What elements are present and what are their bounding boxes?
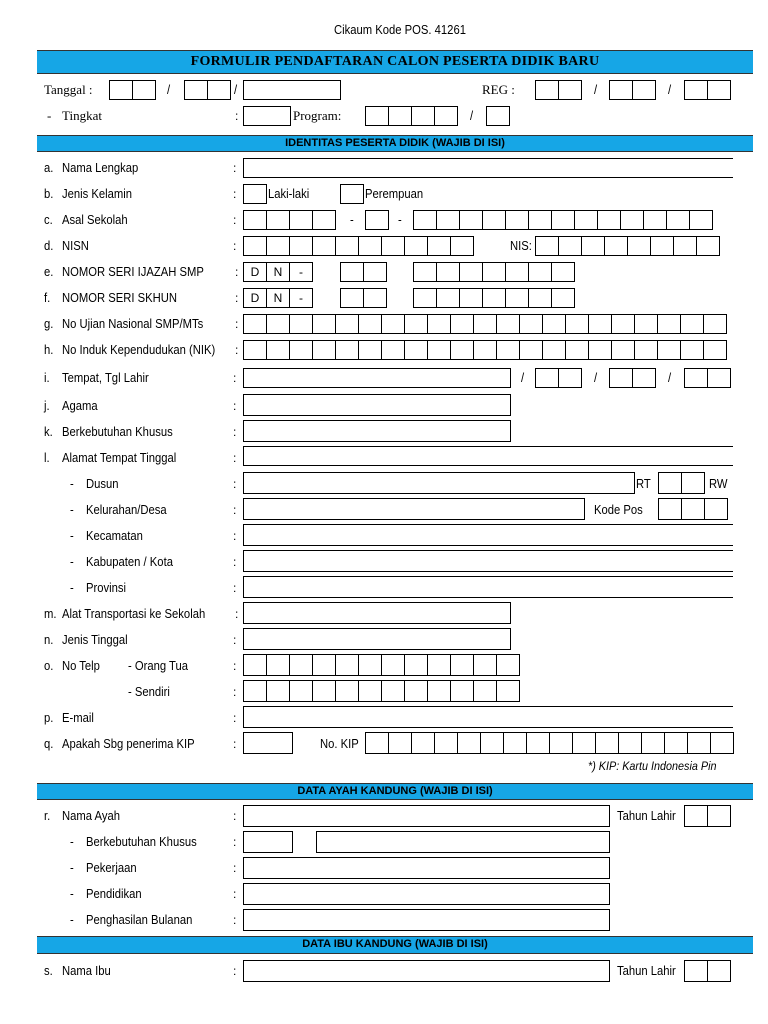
slash: /: [668, 371, 672, 385]
program-label: Program:: [293, 108, 342, 123]
dash: -: [70, 835, 74, 849]
field-key: d.: [44, 239, 54, 253]
colon: :: [233, 451, 237, 465]
school-address: Cikaum Kode POS. 41261: [334, 23, 466, 37]
field-key: q.: [44, 737, 54, 751]
berkebutuhan-input[interactable]: [243, 420, 511, 442]
field-key: p.: [44, 711, 54, 725]
jenis-tinggal-label: Jenis Tinggal: [62, 633, 128, 647]
colon: :: [233, 581, 237, 595]
program-input[interactable]: [365, 106, 458, 126]
laki-laki-label: Laki-laki: [268, 187, 310, 201]
field-key: b.: [44, 187, 54, 201]
slash: /: [521, 371, 525, 385]
colon: :: [233, 187, 237, 201]
colon: :: [233, 711, 237, 725]
colon: :: [233, 555, 237, 569]
colon: :: [235, 317, 239, 331]
nama-lengkap-label: Nama Lengkap: [62, 161, 139, 175]
dash: -: [70, 555, 74, 569]
slash: /: [167, 83, 171, 97]
field-key: h.: [44, 343, 54, 357]
email-input[interactable]: [243, 706, 733, 728]
field-key: s.: [44, 964, 53, 978]
ijazah-part2[interactable]: [340, 262, 387, 282]
section-ibu-title: DATA IBU KANDUNG (WAJIB DI ISI): [302, 938, 488, 950]
colon: :: [235, 607, 239, 621]
no-telp-label: No Telp: [62, 659, 100, 673]
field-key: j.: [44, 399, 50, 413]
nik-input[interactable]: [243, 340, 727, 360]
ayah-penghasilan-input[interactable]: [243, 909, 610, 931]
skhun-label: NOMOR SERI SKHUN: [62, 291, 178, 305]
ayah-pekerjaan-input[interactable]: [243, 857, 610, 879]
colon: :: [235, 343, 239, 357]
skhun-prefix[interactable]: [243, 288, 313, 308]
form-title-band: [37, 50, 753, 74]
tingkat-input[interactable]: [243, 106, 291, 126]
dash: -: [70, 887, 74, 901]
asal-sekolah-part2[interactable]: [365, 210, 389, 230]
dash: -: [47, 108, 52, 123]
telp-ortu-input[interactable]: [243, 654, 520, 674]
colon: :: [233, 659, 237, 673]
section-identitas: [37, 135, 753, 152]
ayah-khusus-detail[interactable]: [316, 831, 610, 853]
field-key: f.: [44, 291, 51, 305]
jenis-kelamin-label: Jenis Kelamin: [62, 187, 133, 201]
section-ayah-title: DATA AYAH KANDUNG (WAJIB DI ISI): [297, 785, 493, 797]
nisn-label: NISN: [62, 239, 89, 253]
dash: -: [70, 529, 74, 543]
alamat-input[interactable]: [243, 446, 733, 466]
dusun-input[interactable]: [243, 472, 635, 494]
asal-sekolah-part1[interactable]: [243, 210, 336, 230]
colon: :: [233, 685, 237, 699]
nik-label: No Induk Kependudukan (NIK): [62, 343, 216, 357]
rt-label: RT: [636, 477, 651, 491]
field-key: a.: [44, 161, 54, 175]
field-key: e.: [44, 265, 54, 279]
tgl-lahir-day[interactable]: [535, 368, 582, 388]
laki-laki-checkbox[interactable]: [243, 184, 267, 204]
kecamatan-label: Kecamatan: [86, 529, 143, 543]
kip-label: Apakah Sbg penerima KIP: [62, 737, 195, 751]
reg-box-2[interactable]: [609, 80, 656, 100]
colon: :: [233, 503, 237, 517]
field-key: r.: [44, 809, 51, 823]
section-ibu: [37, 936, 753, 954]
agama-input[interactable]: [243, 394, 511, 416]
ayah-khusus-answer[interactable]: [243, 831, 293, 853]
tgl-lahir-year[interactable]: [684, 368, 731, 388]
colon: :: [233, 913, 237, 927]
colon: :: [233, 425, 237, 439]
field-key: o.: [44, 659, 54, 673]
form-title: FORMULIR PENDAFTARAN CALON PESERTA DIDIK BARU: [190, 54, 600, 69]
nama-lengkap-input[interactable]: [243, 158, 733, 178]
ayah-khusus-label: Berkebutuhan Khusus: [86, 835, 197, 849]
rw-label: RW: [709, 477, 728, 491]
kip-footnote: *) KIP: Kartu Indonesia Pin: [588, 759, 717, 773]
tahun-lahir-ayah-label: Tahun Lahir: [617, 809, 676, 823]
provinsi-input[interactable]: [243, 576, 733, 598]
ttl-label: Tempat, Tgl Lahir: [62, 371, 149, 385]
kelurahan-input[interactable]: [243, 498, 585, 520]
nis-input[interactable]: [535, 236, 720, 256]
field-key: g.: [44, 317, 54, 331]
dash: -: [70, 913, 74, 927]
reg-box-3[interactable]: [684, 80, 731, 100]
slash: /: [470, 109, 474, 123]
field-key: n.: [44, 633, 54, 647]
slash: /: [594, 83, 598, 97]
tanggal-label: Tanggal :: [44, 82, 93, 97]
colon: :: [233, 239, 237, 253]
no-kip-label: No. KIP: [320, 737, 359, 751]
no-ujian-input[interactable]: [243, 314, 727, 334]
slash: /: [234, 83, 238, 97]
ayah-pendidikan-label: Pendidikan: [86, 887, 142, 901]
agama-label: Agama: [62, 399, 98, 413]
field-key: i.: [44, 371, 50, 385]
tempat-lahir-input[interactable]: [243, 368, 511, 388]
colon: :: [233, 161, 237, 175]
colon: :: [233, 887, 237, 901]
tgl-lahir-month[interactable]: [609, 368, 656, 388]
section-identitas-title: IDENTITAS PESERTA DIDIK (WAJIB DI ISI): [285, 137, 505, 149]
slash: /: [594, 371, 598, 385]
nama-ayah-label: Nama Ayah: [62, 809, 120, 823]
telp-ortu-label: - Orang Tua: [128, 659, 189, 673]
tanggal-month[interactable]: [184, 80, 231, 100]
kodepos-input[interactable]: [658, 498, 728, 518]
telp-sendiri-input[interactable]: [243, 680, 520, 700]
ayah-penghasilan-label: Penghasilan Bulanan: [86, 913, 193, 927]
ijazah-part3[interactable]: [413, 262, 575, 282]
dash-cell: -: [289, 288, 313, 308]
field-key: k.: [44, 425, 53, 439]
slash: /: [668, 83, 672, 97]
tahun-lahir-ibu-input[interactable]: [684, 960, 731, 980]
asal-sekolah-label: Asal Sekolah: [62, 213, 128, 227]
skhun-part2[interactable]: [340, 288, 387, 308]
ijazah-prefix[interactable]: [243, 262, 313, 282]
reg-label: REG :: [482, 82, 515, 97]
perempuan-checkbox[interactable]: [340, 184, 364, 204]
colon: :: [233, 477, 237, 491]
kabupaten-input[interactable]: [243, 550, 733, 572]
colon: :: [233, 737, 237, 751]
rt-input[interactable]: [658, 472, 705, 492]
colon: :: [235, 109, 239, 123]
ijazah-label: NOMOR SERI IJAZAH SMP: [62, 265, 204, 279]
transportasi-input[interactable]: [243, 602, 511, 624]
nama-ibu-label: Nama Ibu: [62, 964, 111, 978]
colon: :: [233, 633, 237, 647]
letter-d: D: [243, 262, 267, 282]
colon: :: [233, 399, 237, 413]
colon: :: [233, 861, 237, 875]
kodepos-label: Kode Pos: [594, 503, 643, 517]
no-kip-input[interactable]: [365, 732, 734, 752]
field-key: l.: [44, 451, 50, 465]
perempuan-label: Perempuan: [365, 187, 424, 201]
nisn-input[interactable]: [243, 236, 474, 256]
nama-ayah-input[interactable]: [243, 805, 610, 827]
section-ayah: [37, 783, 753, 800]
no-ujian-label: No Ujian Nasional SMP/MTs: [62, 317, 204, 331]
berkebutuhan-label: Berkebutuhan Khusus: [62, 425, 173, 439]
colon: :: [233, 213, 237, 227]
reg-box-1[interactable]: [535, 80, 582, 100]
nama-ibu-input[interactable]: [243, 960, 610, 982]
letter-d: D: [243, 288, 267, 308]
colon: :: [235, 291, 239, 305]
email-label: E-mail: [62, 711, 94, 725]
letter-n: N: [266, 288, 290, 308]
program-input-2[interactable]: [486, 106, 510, 126]
kip-answer-input[interactable]: [243, 732, 293, 754]
tanggal-day[interactable]: [109, 80, 156, 100]
kecamatan-input[interactable]: [243, 524, 733, 546]
dusun-label: Dusun: [86, 477, 119, 491]
telp-sendiri-label: - Sendiri: [128, 685, 170, 699]
kelurahan-label: Kelurahan/Desa: [86, 503, 167, 517]
tahun-lahir-ayah-input[interactable]: [684, 805, 731, 825]
colon: :: [233, 809, 237, 823]
tingkat-label: Tingkat: [62, 108, 102, 123]
colon: :: [233, 371, 237, 385]
dash: -: [350, 213, 354, 227]
colon: :: [233, 835, 237, 849]
kabupaten-label: Kabupaten / Kota: [86, 555, 173, 569]
ayah-pendidikan-input[interactable]: [243, 883, 610, 905]
asal-sekolah-part3[interactable]: [413, 210, 713, 230]
colon: :: [233, 964, 237, 978]
jenis-tinggal-input[interactable]: [243, 628, 511, 650]
tahun-lahir-ibu-label: Tahun Lahir: [617, 964, 676, 978]
dash-cell: -: [289, 262, 313, 282]
ayah-pekerjaan-label: Pekerjaan: [86, 861, 137, 875]
dash: -: [70, 477, 74, 491]
tanggal-year[interactable]: [243, 80, 341, 100]
alamat-label: Alamat Tempat Tinggal: [62, 451, 177, 465]
dash: -: [70, 581, 74, 595]
transportasi-label: Alat Transportasi ke Sekolah: [62, 607, 206, 621]
skhun-part3[interactable]: [413, 288, 575, 308]
provinsi-label: Provinsi: [86, 581, 127, 595]
dash: -: [70, 503, 74, 517]
letter-n: N: [266, 262, 290, 282]
field-key: c.: [44, 213, 53, 227]
field-key: m.: [44, 607, 57, 621]
colon: :: [233, 529, 237, 543]
colon: :: [235, 265, 239, 279]
dash: -: [70, 861, 74, 875]
dash: -: [398, 213, 402, 227]
nis-label: NIS:: [510, 239, 532, 253]
